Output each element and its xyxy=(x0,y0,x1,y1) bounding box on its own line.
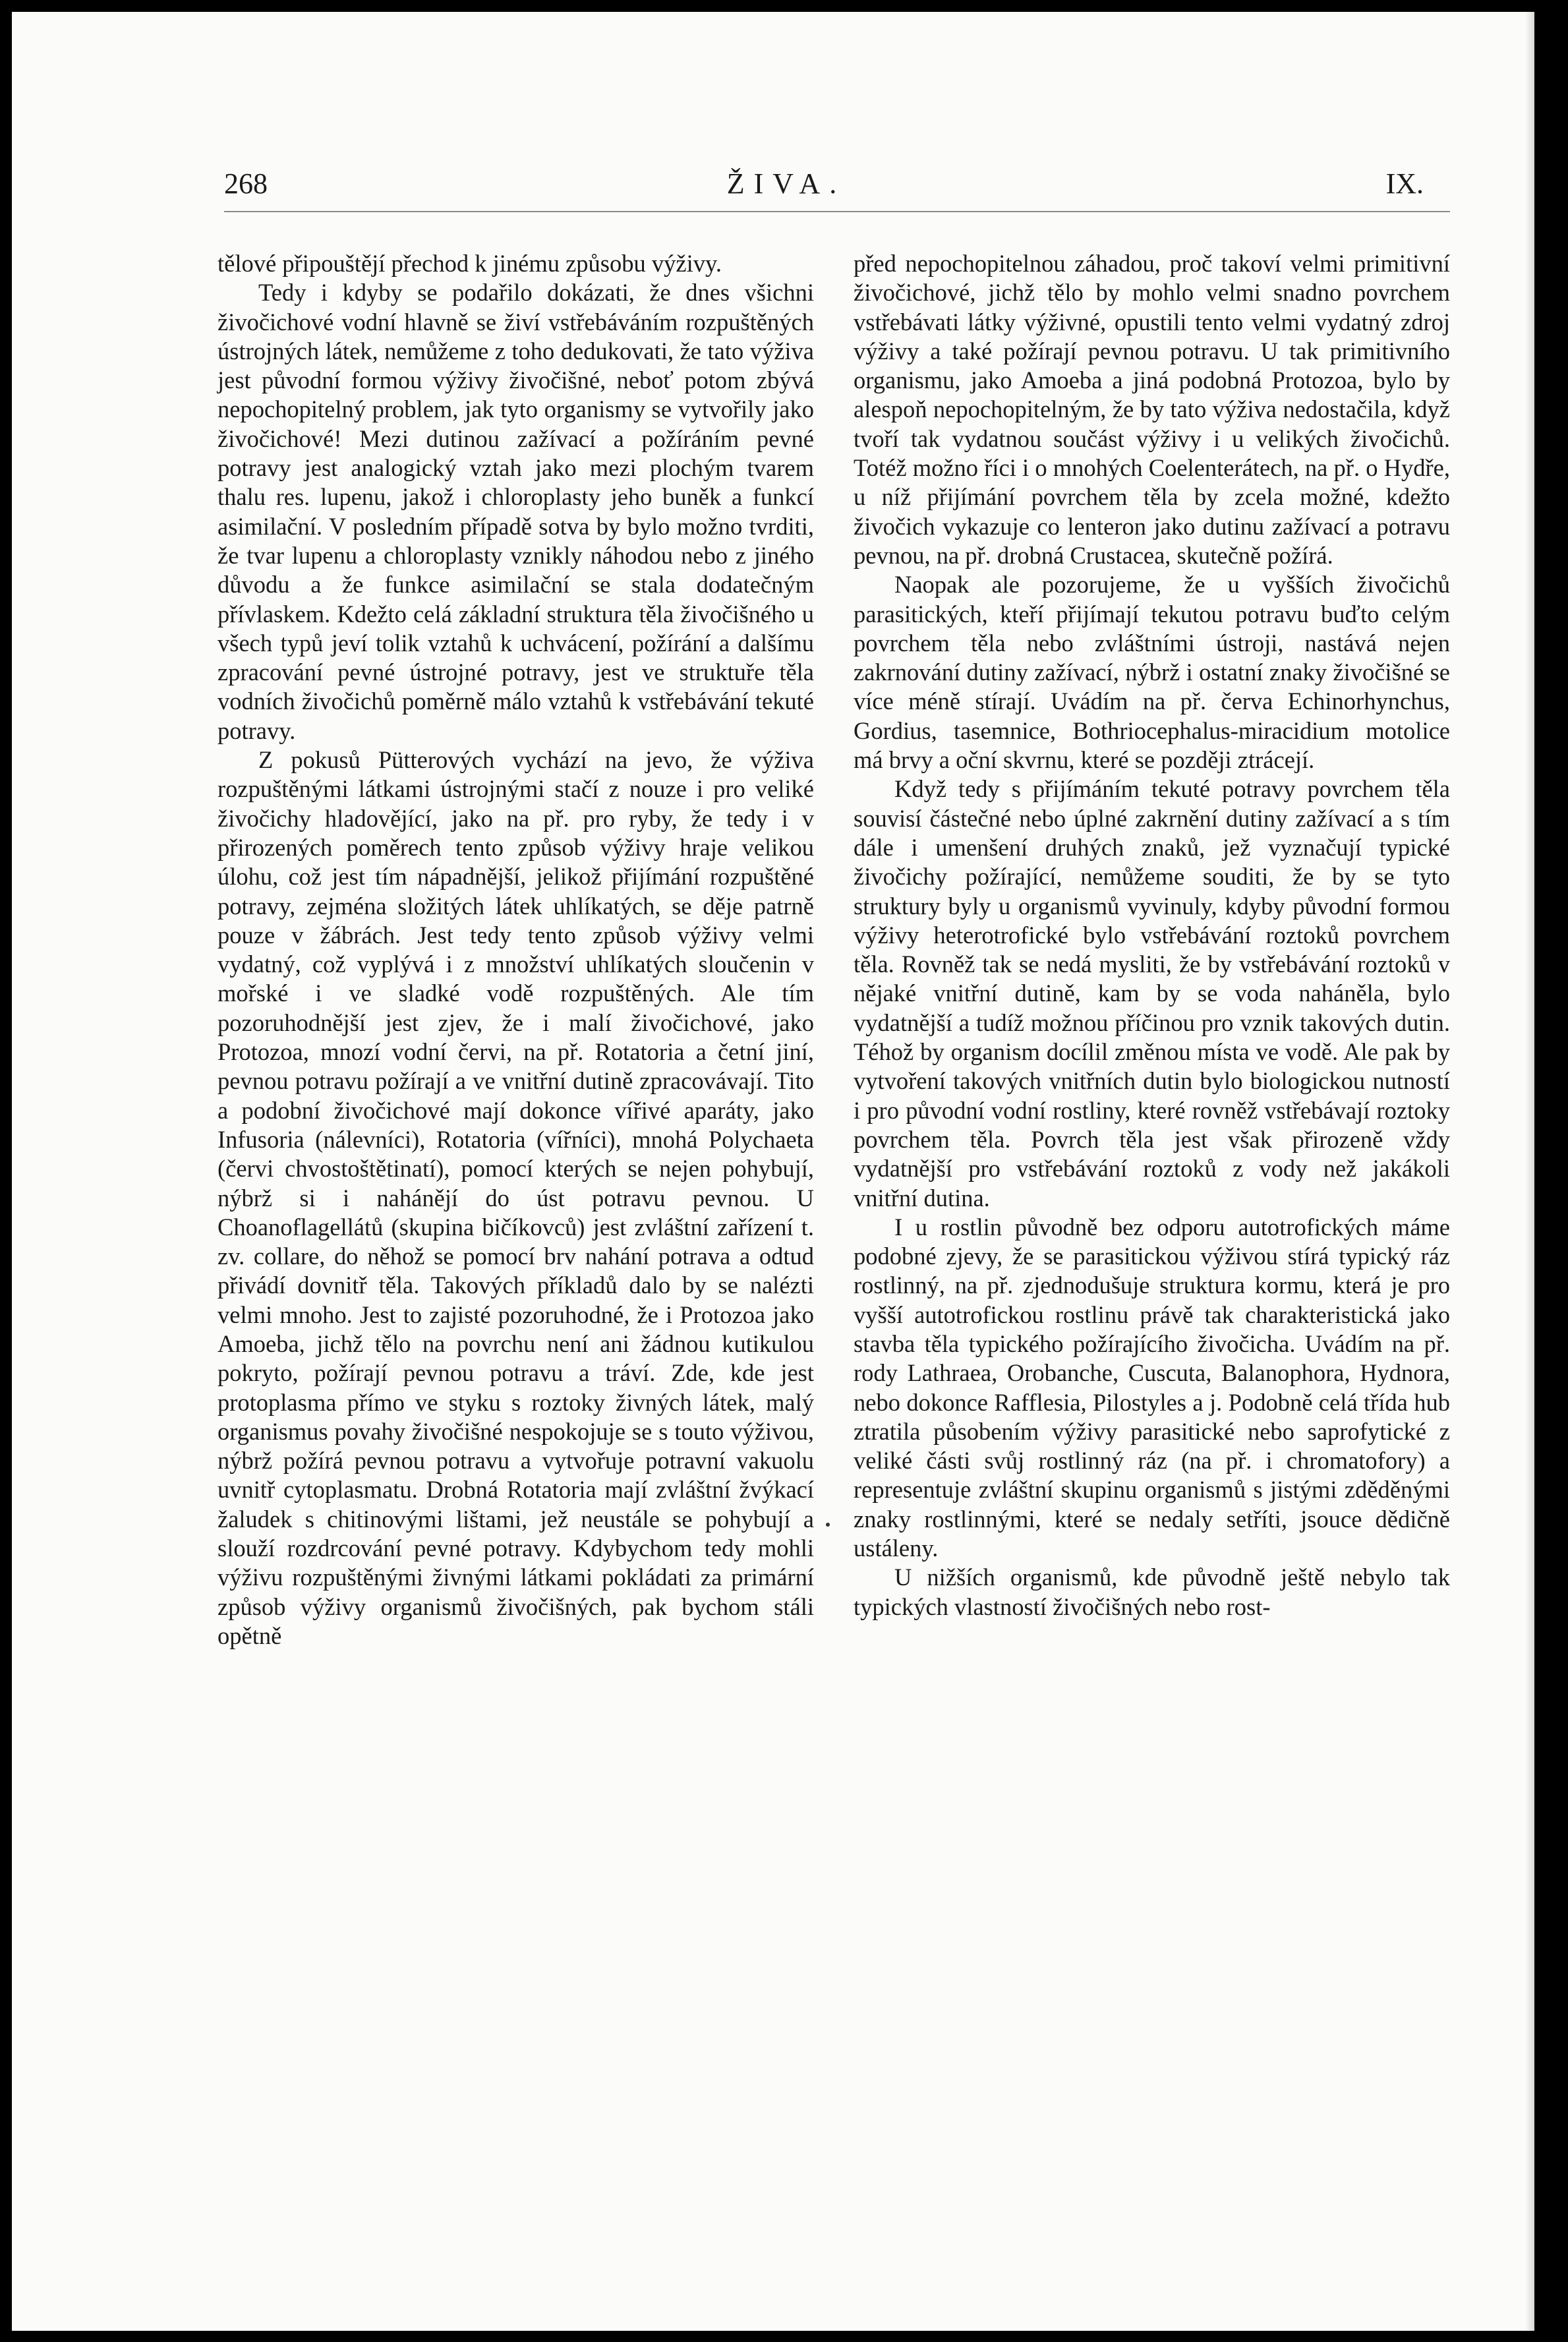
journal-page xyxy=(12,12,1534,2331)
right-column xyxy=(854,249,1450,1622)
paragraph: Tedy i kdyby se podařilo dokázati, že dnes všichni živočichové vodní hlavně se živí vstřebáváním rozpuštěných ústrojných látek, nemůžeme z toho dedukovati, že tato výživa jest původní formou výživy živočišné, neboť potom zbývá nepochopitelný problem, jak tyto organismy se vytvořily jako živočichové! Mezi dutinou zažívací a požíráním pevné potravy jest analogický vztah jako mezi plochým tvarem thalu res. lupenu, jakož i chloroplasty jeho buněk a funkcí asimilační. V posledním případě sotva by bylo možno tvrditi, že tvar lupenu a chloroplasty vznikly náhodou nebo z jiného důvodu a že funkce asimilační se stala dodatečným přívlaskem. Kdežto celá základní struktura těla živočišného u všech typů jeví tolik vztahů k uchvácení, požírání a dalšímu zpracování pevné ústrojné potravy, jest ve struktuře těla vodních živočichů poměrně málo vztahů k vstřebávání tekuté potravy. xyxy=(218,279,814,744)
header-rule xyxy=(224,211,1450,212)
page-edge-shadow xyxy=(1525,12,1534,2331)
paragraph: I u rostlin původně bez odporu autotrofických máme podobné zjevy, že se parasitickou výživou stírá typický ráz rostlinný, na př. zjednodušuje struktura kormu, která je pro vyšší autotrofickou rostlinu právě tak charakteristická jako stavba těla typického požírajícího živočicha. Uvádím na př. rody Lathraea, Orobanche, Cuscuta, Balanophora, Hydnora, nebo dokonce Rafflesia, Pilostyles a j. Podobně celá třída hub ztratila působením výživy parasitické nebo saprofytické z veliké části svůj rostlinný ráz (na př. i chromatofory) a representuje zvláštní skupinu organismů s jistými zděděnými znaky rostlinnými, které se nedaly setříti, jsouce dědičně ustáleny. xyxy=(854,1213,1450,1562)
page-number: 268 xyxy=(224,167,268,200)
paragraph: před nepochopitelnou záhadou, proč takoví velmi primitivní živočichové, jichž tělo by mohlo velmi snadno povrchem vstřebávati látky výživné, opustili tento velmi vydatný zdroj výživy a také požírají pevnou potravu. U tak primitivního organismu, jako Amoeba a jiná podobná Protozoa, bylo by alespoň nepochopitelným, že by tato výživa nedostačila, když tvoří tak vydatnou součást výživy i u velikých živočichů. Totéž možno říci i o mnohých Coelenterátech, na př. o Hydře, u níž přijímání povrchem těla by zcela možné, kdežto živočich vykazuje co lenteron jako dutinu zažívací a potravu pevnou, na př. drobná Crustacea, skutečně požírá. xyxy=(854,250,1450,569)
running-header xyxy=(12,167,1534,206)
paragraph: Z pokusů Pütterových vychází na jevo, že výživa rozpuštěnými látkami ústrojnými stačí z nouze i pro veliké živočichy hladovějící, jako na př. pro ryby, že tedy i v přirozených poměrech tento způsob výživy hraje velikou úlohu, což jest tím nápadnější, jelikož přijímání rozpuštěné potravy, zejména složitých látek uhlíkatých, se děje patrně pouze v žábrách. Jest tedy tento způsob výživy velmi vydatný, což vyplývá i z množství uhlíkatých sloučenin v mořské i ve sladké vodě rozpuštěných. Ale tím pozoruhodnější jest zjev, že i malí živočichové, jako Protozoa, mnozí vodní červi, na př. Rotatoria a četní jiní, pevnou potravu požírají a ve vnitřní dutině zpracovávají. Tito a podobní živočichové mají dokonce vířivé aparáty, jako Infusoria (nálevníci), Rotatoria (vířníci), mnohá Polychaeta (červi chvostoštětinatí), pomocí kterých se nejen pohybují, nýbrž si i nahánějí do úst potravu pevnou. U Choanoflagellátů (skupina bičíkovců) jest zvláštní zařízení t. zv. collare, do něhož se pomocí brv nahání potrava a odtud přivádí dovnitř těla. Takových příkladů dalo by se nalézti velmi mnoho. Jest to zajisté pozoruhodné, že i Protozoa jako Amoeba, jichž tělo na povrchu není ani žádnou kutikulou pokryto, požírají pevnou potravu a tráví. Zde, kde jest protoplasma přímo ve styku s roztoky živných látek, malý organismus povahy živočišné nespokojuje se s touto výživou, nýbrž požírá pevnou potravu a vytvořuje potravní vakuolu uvnitř cytoplasmatu. Drobná Rotatoria mají zvláštní žvýkací žaludek s chitinovými lištami, jež neustále se pohybují a slouží rozdrcování pevné potravy. Kdybychom tedy mohli výživu rozpuštěnými živnými látkami pokládati za primární způsob výživy organismů živočišných, pak bychom stáli opětně xyxy=(218,746,814,1649)
volume-number: IX. xyxy=(1385,167,1424,200)
margin-dot xyxy=(826,1523,830,1527)
paragraph: Naopak ale pozorujeme, že u vyšších živočichů parasitických, kteří přijímají tekutou potravu buďto celým povrchem těla nebo zvláštními ústroji, nastává nejen zakrnování dutiny zažívací, nýbrž i ostatní znaky živočišné se více méně stírají. Uvádím na př. červa Echinorhynchus, Gordius, tasemnice, Bothriocephalus-miracidium motolice má brvy a oční skvrnu, které se později ztrácejí. xyxy=(854,571,1450,774)
journal-title: ŽIVA. xyxy=(726,167,846,200)
paragraph: U nižších organismů, kde původně ještě nebylo tak typických vlastností živočišných nebo rost- xyxy=(854,1564,1450,1620)
paragraph: Když tedy s přijímáním tekuté potravy povrchem těla souvisí částečné nebo úplné zakrnění dutiny zažívací a s tím dále i umenšení druhých znaků, jež vyznačují typické živočichy požírající, nemůžeme souditi, že by se tyto struktury byly u organismů vyvinuly, kdyby původní formou výživy heterotrofické bylo vstřebávání roztoků povrchem těla. Rovněž tak se nedá mysliti, že by vstřebávání roztoků v nějaké vnitřní dutině, kam by se voda naháněla, bylo vydatnější a tudíž možnou příčinou pro vznik takových dutin. Téhož by organism docílil změnou místa ve vodě. Ale pak by vytvoření takových vnitřních dutin bylo biologickou nutností i pro původní vodní rostliny, které rovněž vstřebávají roztoky povrchem těla. Povrch těla jest však přirozeně vždy vydatnější pro vstřebávání roztoků z vody než jakákoli vnitřní dutina. xyxy=(854,775,1450,1212)
left-column xyxy=(218,249,814,1651)
paragraph: tělové připouštějí přechod k jinému způsobu výživy. xyxy=(218,250,722,277)
